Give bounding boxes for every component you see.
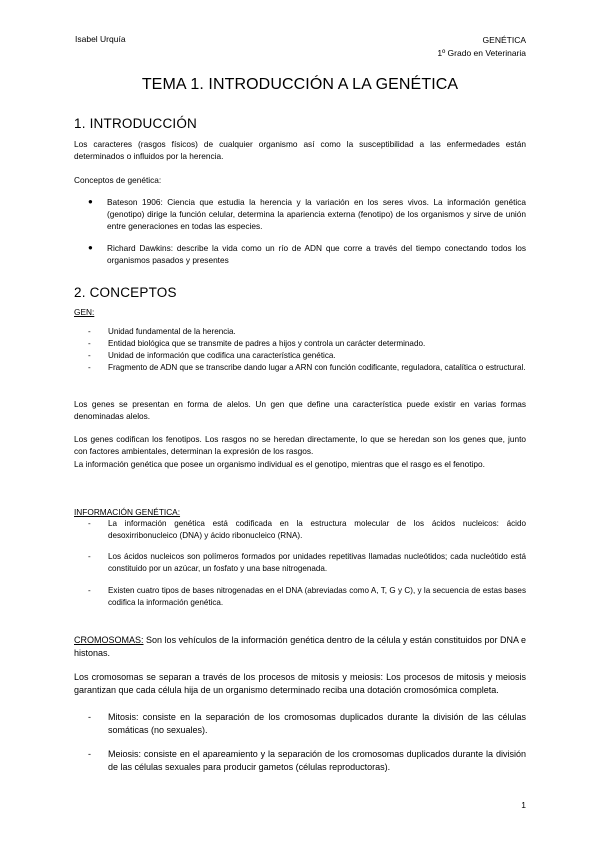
list-item: [88, 585, 526, 609]
concepts-label: Conceptos de genética:: [74, 175, 162, 185]
section-heading-introduccion: 1. INTRODUCCIÓN: [74, 116, 198, 131]
gen-label: GEN:: [74, 307, 95, 317]
header-subject: GENÉTICA: [482, 35, 526, 45]
bullet-icon: ●: [88, 197, 93, 206]
list-item: [88, 350, 526, 362]
dash-icon: -: [88, 327, 91, 336]
list-item-text: Fragmento de ADN que se transcribe dando lugar a ARN con función codificante, reguladora, catalítica o estructural.: [108, 363, 526, 372]
cromosomas-text: Son los vehículos de la información genética dentro de la célula y están constituidos por DNA e histonas.: [74, 635, 526, 659]
list-item: [88, 748, 526, 775]
list-item: [88, 338, 526, 350]
list-item-text: Meiosis: consiste en el apareamiento y la separación de los cromosomas duplicados durante la división de las células sexuales para producir gametos (células reproductoras).: [108, 749, 526, 773]
list-item: [88, 242, 526, 266]
dash-icon: -: [88, 363, 91, 372]
header-course: 1º Grado en Veterinaria: [437, 48, 526, 58]
list-item: [88, 362, 526, 374]
list-item-text: Mitosis: consiste en la separación de los cromosomas duplicados durante la división de las células somáticas (no sexuales).: [108, 712, 526, 736]
list-item: [88, 326, 526, 338]
list-item: [88, 551, 526, 575]
header-right: [437, 34, 526, 60]
list-item: [88, 196, 526, 233]
info-genetica-label: INFORMACIÓN GENÉTICA:: [74, 507, 181, 517]
section-heading-conceptos: 2. CONCEPTOS: [74, 285, 177, 300]
dash-icon: -: [88, 552, 91, 561]
list-item-text: Richard Dawkins: describe la vida como un río de ADN que corre a través del tiempo conectando todos los organismos pasados y presentes: [107, 243, 526, 266]
dash-icon: -: [88, 586, 91, 595]
dash-icon: -: [88, 712, 91, 722]
dash-icon: -: [88, 519, 91, 528]
list-item-text: Bateson 1906: Ciencia que estudia la herencia y la variación en los seres vivos. La información genética (genotipo) dirige la función celular, determina la apariencia externa (fenotipo) de los organismos y sirve de unión entre generaciones en todas las especies.: [107, 197, 526, 232]
cromosomas-paragraph: [74, 634, 526, 661]
list-item-text: Entidad biológica que se transmite de padres a hijos y controla un carácter determinado.: [108, 339, 426, 348]
paragraph-separacion: Los cromosomas se separan a través de los procesos de mitosis y meiosis: Los procesos de mitosis y meiosis garantizan que cada célula hija de un organismo determinado reciba una dotación cromosómica completa.: [74, 672, 526, 696]
list-item: [88, 518, 526, 542]
cromosomas-label: CROMOSOMAS:: [74, 635, 144, 645]
list-item-text: La información genética está codificada en la estructura molecular de los ácidos nucleicos: ácido desoxirribonucleico (DNA) y ácido ribonucleico (RNA).: [108, 519, 526, 541]
dash-icon: -: [88, 339, 91, 348]
document-title: TEMA 1. INTRODUCCIÓN A LA GENÉTICA: [141, 76, 459, 93]
dash-icon: -: [88, 351, 91, 360]
page-number: 1: [521, 800, 526, 810]
list-item-text: Existen cuatro tipos de bases nitrogenadas en el DNA (abreviadas como A, T, G y C), y la secuencia de estas bases codifica la información genética.: [108, 586, 526, 608]
list-item-text: Unidad de información que codifica una característica genética.: [108, 351, 336, 360]
paragraph-fenotipos: Los genes codifican los fenotipos. Los rasgos no se heredan directamente, lo que se heredan son los genes que, junto con factores ambientales, determinan la expresión de los rasgos.: [74, 434, 526, 457]
list-item-text: Unidad fundamental de la herencia.: [108, 327, 236, 336]
intro-paragraph: Los caracteres (rasgos físicos) de cualquier organismo así como la susceptibilidad a las enfermedades están determinados o influidos por la herencia.: [74, 139, 526, 162]
list-item: [88, 711, 526, 738]
paragraph-genotipo: La información genética que posee un organismo individual es el genotipo, mientras que el rasgo es el fenotipo.: [74, 459, 485, 469]
header-author: Isabel Urquía: [75, 34, 126, 44]
bullet-icon: ●: [88, 243, 93, 252]
dash-icon: -: [88, 749, 91, 759]
paragraph-alelos: Los genes se presentan en forma de alelos. Un gen que define una característica puede existir en varias formas denominadas alelos.: [74, 399, 526, 422]
list-item-text: Los ácidos nucleicos son polímeros formados por unidades repetitivas llamadas nucleótidos; cada nucleótido está constituido por un azúcar, un fosfato y una base nitrogenada.: [108, 552, 526, 574]
